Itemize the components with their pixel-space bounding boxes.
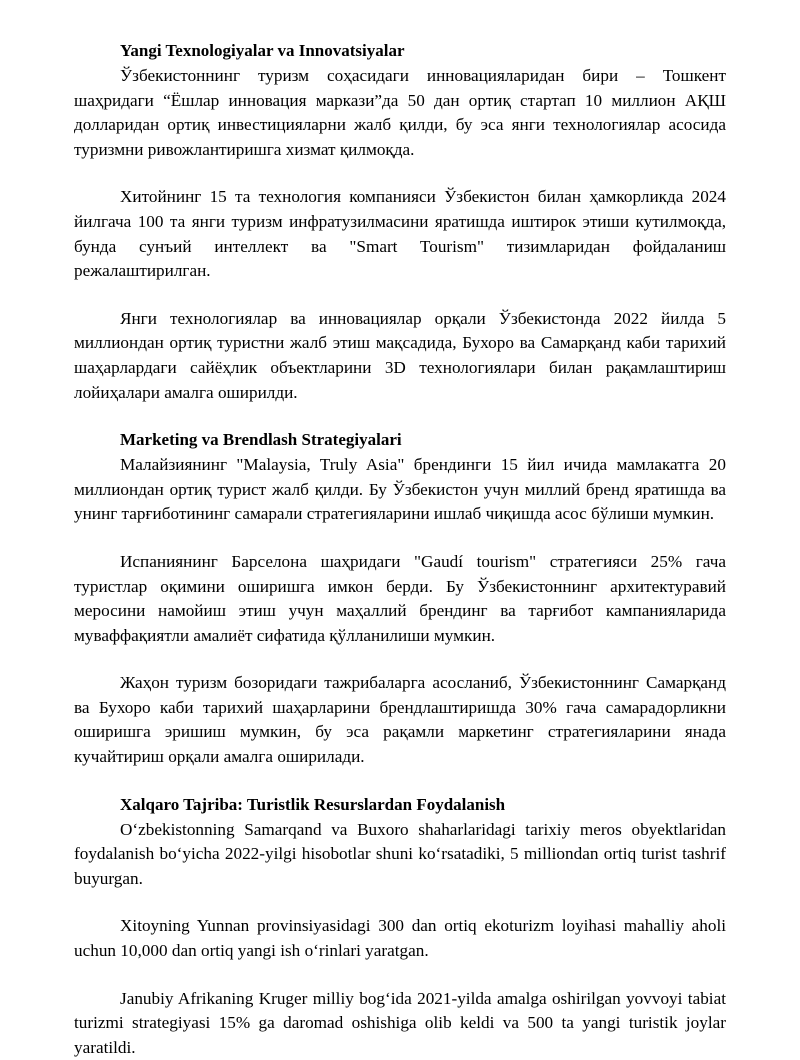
section-heading: Marketing va Brendlash Strategiyalari: [120, 430, 402, 450]
section-new-technologies: [74, 40, 726, 405]
paragraph: Xitoyning Yunnan provinsiyasidagi 300 dan ortiq ekoturizm loyihasi mahalliy aholi uchun 10,000 dan ortiq yangi ish o‘rinlari yaratgan.: [74, 916, 726, 961]
section-marketing-branding: [74, 429, 726, 770]
section-heading: Yangi Texnologiyalar va Innovatsiyalar: [120, 41, 405, 60]
paragraph: Janubiy Afrikaning Kruger milliy bog‘ida 2021-yilda amalga oshirilgan yovvoyi tabiat turizmi strategiyasi 15% ga daromad oshishiga olib keldi va 500 ta yangi turistik joylar yaratildi.: [74, 988, 726, 1057]
paragraph: Малайзиянинг "Malaysia, Truly Asia" брендинги 15 йил ичида мамлакатга 20 миллиондан ортиқ турист жалб қилди. Бу Ўзбекистон учун миллий бренд яратишда ва унинг тарғиботининг самарали стратегияларини ишлаб чиқишда асос бўлиши мумкин.: [74, 455, 726, 524]
section-heading: Xalqaro Tajriba: Turistlik Resurslardan Foydalanish: [120, 794, 506, 814]
paragraph: Ўзбекистоннинг туризм соҳасидаги инновацияларидан бири – Тошкент шаҳридаги “Ёшлар инновация маркази”да 50 дан ортиқ стартап 10 миллион АҚШ долларидан ортиқ инвестицияларни жалб қилди, бу эса янги технологиялар асосида туризмни ривожлантиришга хизмат қилмоқда.: [74, 66, 726, 159]
document-page: [74, 40, 726, 1060]
paragraph: Жаҳон туризм бозоридаги тажрибаларга асосланиб, Ўзбекистоннинг Самарқанд ва Бухоро каби тарихий шаҳарларини брендлаштиришда 30% гача самарадорликни оширишга эришиш мумкин, бу эса рақамли маркетинг стратегияларини янада кучайтириш орқали амалга оширилади.: [74, 673, 726, 767]
paragraph: Испаниянинг Барселона шаҳридаги "Gaudí tourism" стратегияси 25% гача туристлар оқимини оширишга имкон берди. Бу Ўзбекистоннинг архитектуравий меросини намойиш этиш учун маҳаллий брендинг ва тарғибот кампанияларида муваффақиятли амалиёт сифатида қўлланилиши мумкин.: [74, 551, 726, 645]
paragraph: Хитойнинг 15 та технология компанияси Ўзбекистон билан ҳамкорликда 2024 йилгача 100 та янги туризм инфратузилмасини яратишда иштирок этиши кутилмоқда, бунда сунъий интеллект ва "Smart Tourism" тизимларидан фойдаланиш режалаштирилган.: [74, 187, 726, 281]
section-international-experience: [74, 794, 726, 1060]
paragraph: Янги технологиялар ва инновациялар орқали Ўзбекистонда 2022 йилда 5 миллиондан ортиқ туристни жалб этиш мақсадида, Бухоро ва Самарқанд каби тарихий шаҳарлардаги сайёҳлик объектларини 3D технологиялари билан рақамлаштириш лойиҳалари амалга оширилди.: [74, 308, 726, 402]
paragraph: O‘zbekistonning Samarqand va Buxoro shaharlaridagi tarixiy meros obyektlaridan foydalanish bo‘yicha 2022-yilgi hisobotlar shuni ko‘rsatadiki, 5 milliondan ortiq turist tashrif buyurgan.: [74, 819, 726, 888]
